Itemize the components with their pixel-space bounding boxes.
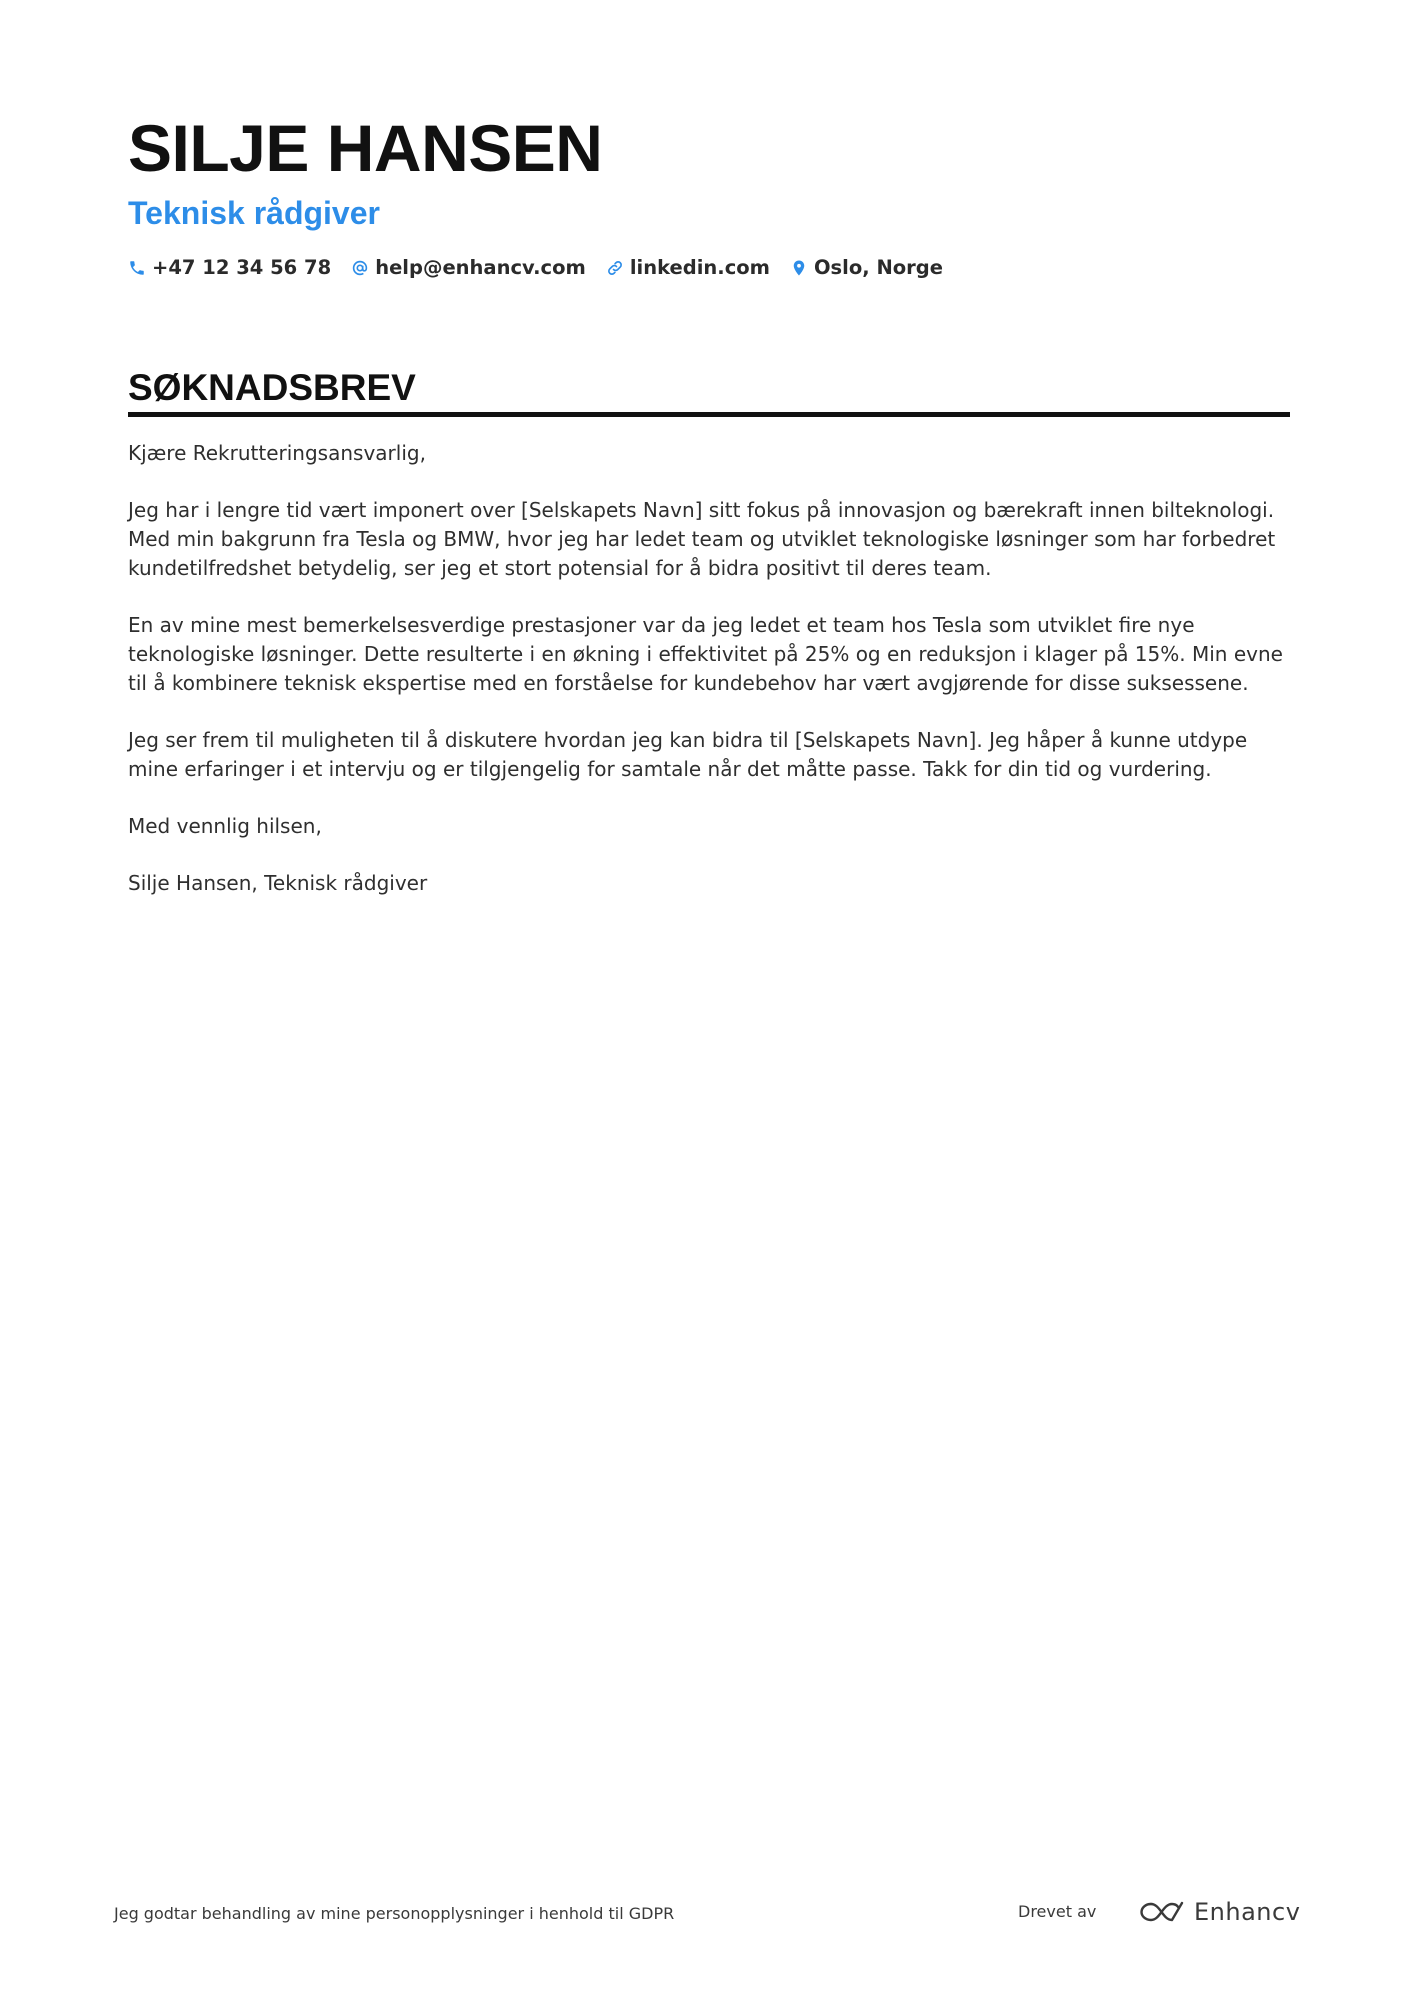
contact-info	[128, 256, 1290, 279]
contact-email	[351, 256, 586, 279]
at-icon	[351, 259, 369, 277]
location-pin-icon	[790, 259, 808, 277]
letter-paragraph: Jeg ser frem til muligheten til å diskutere hvordan jeg kan bidra til [Selskapets Navn]. Jeg håper å kunne utdype mine erfaringer i et intervju og er tilgjengelig for samtale når det måtte passe. Takk for din tid og vurdering.	[128, 728, 1248, 781]
powered-by-label: Drevet av	[1018, 1902, 1097, 1921]
cover-letter-section	[128, 366, 1290, 926]
letter-signature: Silje Hansen, Teknisk rådgiver	[128, 871, 428, 895]
footer	[114, 1894, 1301, 1934]
letter-paragraph: En av mine mest bemerkelsesverdige prestasjoner var da jeg ledet et team hos Tesla som utviklet fire nye teknologiske løsninger. Dette resulterte i en økning i effektivitet på 25% og en reduksjon i klager på 15%. Min evne til å kombinere teknisk ekspertise med en forståelse for kundebehov har vært avgjørende for disse suksessene.	[128, 613, 1283, 695]
letter-closing: Med vennlig hilsen,	[128, 814, 322, 838]
header	[128, 108, 1290, 279]
email-address: help@enhancv.com	[375, 256, 586, 279]
contact-phone	[128, 256, 331, 279]
location: Oslo, Norge	[813, 256, 943, 279]
enhancv-logo-icon	[1138, 1898, 1186, 1926]
contact-location	[790, 256, 943, 279]
letter-greeting: Kjære Rekrutteringsansvarlig,	[128, 441, 426, 465]
phone-icon	[128, 259, 146, 277]
section-title: SØKNADSBREV	[128, 366, 1290, 417]
phone-number: +47 12 34 56 78	[152, 256, 332, 279]
gdpr-consent-text: Jeg godtar behandling av mine personopplysninger i henhold til GDPR	[114, 1904, 675, 1923]
job-title: Teknisk rådgiver	[128, 195, 380, 231]
link-icon	[606, 259, 624, 277]
contact-linkedin	[606, 256, 770, 279]
linkedin-link: linkedin.com	[629, 256, 770, 279]
letter-body	[128, 439, 1290, 898]
applicant-name: SILJE HANSEN	[128, 111, 603, 185]
letter-paragraph: Jeg har i lengre tid vært imponert over [Selskapets Navn] sitt fokus på innovasjon og bærekraft innen bilteknologi. Med min bakgrunn fra Tesla og BMW, hvor jeg har ledet team og utviklet teknologiske løsninger som har forbedret kundetilfredshet betydelig, ser jeg et stort potensial for å bidra positivt til deres team.	[128, 498, 1276, 580]
brand-name: Enhancv	[1194, 1898, 1301, 1926]
enhancv-brand[interactable]	[1138, 1894, 1300, 1930]
